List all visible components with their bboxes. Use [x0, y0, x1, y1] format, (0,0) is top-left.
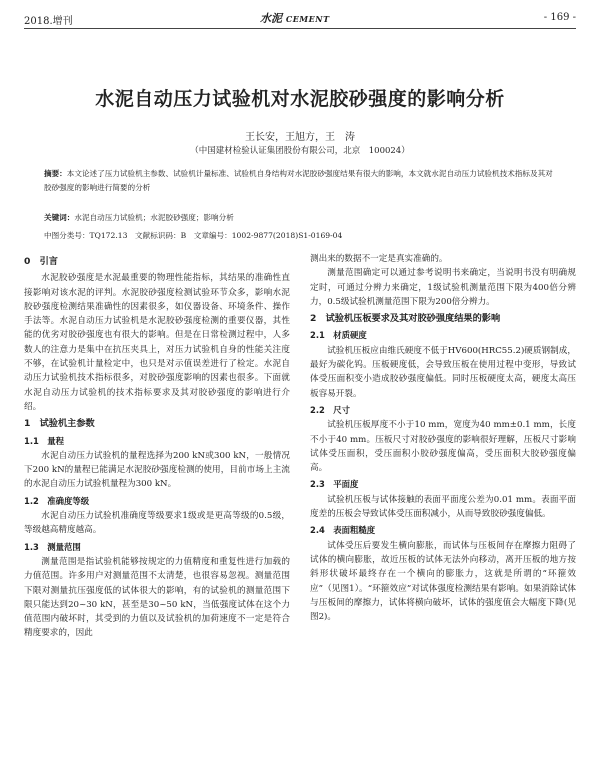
issue-label: 2018.增刊: [24, 16, 73, 27]
article-authors: 王长安，王旭方，王 涛: [245, 132, 355, 143]
section-heading: 2 试验机压板要求及其对胶砂强度结果的影响: [310, 313, 501, 325]
journal-logo: [260, 10, 330, 26]
paragraph: 水泥自动压力试验机的量程选择为200 kN或300 kN，一般情况下200 kN的量程已能满足水泥胶砂强度检测的使用，目前市场上主流的水泥自动压力试验机量程为300 kN。: [24, 450, 290, 490]
subsection-heading: 2.3 平面度: [310, 479, 359, 490]
subsection-heading: 2.1 材质硬度: [310, 330, 367, 341]
subsection-heading: 2.2 尺寸: [310, 404, 350, 415]
right-column: [310, 252, 576, 624]
article-title: 水泥自动压力试验机对水泥胶砂强度的影响分析: [95, 88, 505, 110]
paragraph: 水泥自动压力试验机准确度等级要求1级或是更高等级的0.5级，等级越高精度越高。: [24, 511, 290, 536]
subsection-heading: 1.2 准确度等级: [24, 495, 90, 506]
paragraph: 水泥胶砂强度是水泥最重要的物理性能指标，其结果的准确性直接影响对该水泥的评判。水泥胶砂强度检测试验环节众多，影响水泥胶砂强度检测结果准确性的因素很多，如仪器设备、环境条件、操作手法等。水泥自动压力试验机是水泥胶砂强度检测的重要仪器，其性能的优劣对胶砂强度也有很大的影响。但是在日常检测过程中，人多数人的注意力是集中在抗压夹具上，对压力试验机自身的性能关注度不够，在试验机计量检定中，也只是对示值误差进行了检定。水泥自动压力试验机技术指标很多，对胶砂强度影响的因素也很多。下面就水泥自动压力试验机的技术指标要求及其对胶砂强度的影响进行介绍。: [24, 273, 290, 412]
subsection-heading: 1.3 测量范围: [24, 541, 81, 552]
paragraph: 试验机压板与试体接触的表面平面度公差为0.01 mm。表面平面度差的压板会导致试体受压面积减小，从而导致胶砂强度偏低。: [310, 494, 576, 520]
keywords-label: 关键词：: [44, 213, 75, 222]
subsection-heading: 2.4 表面粗糙度: [310, 525, 376, 536]
paragraph: 试验机压板应由维氏硬度不低于HV600(HRC55.2)硬质钢制成，最好为碳化钨。压板硬度低，会导致压板在使用过程中变形，导致试体受压面积变小造成胶砂强度偏低。同时压板硬度太高，硬度太高压板容易开裂。: [310, 345, 576, 399]
subsection-heading: 1.1 量程: [24, 435, 64, 446]
page-number: - 169 -: [543, 12, 576, 23]
header-rule: [24, 28, 576, 29]
paragraph: 测量范围确定可以通过参考说明书来确定，当说明书没有明确规定时，可通过分辨力来确定，1级试验机测量范围下限为400倍分辨力，0.5级试验机测量范围下限为200倍分辨力。: [310, 268, 576, 307]
paragraph: 试验机压板厚度不小于10 mm，宽度为40 mm±0.1 mm，长度不小于40 mm。压板尺寸对胶砂强度的影响很好理解，压板尺寸影响试体受压面积，受压面积小胶砂强度偏高，受压面积大胶砂强度偏高。: [310, 420, 576, 474]
paragraph: 试体受压后要发生横向膨胀，而试体与压板间存在摩擦力阻碍了试体的横向膨胀，故近压板的试体无法外向移动，离开压板的地方按斜形状破坏最终存在一个横向的膨胀力，这就是所谓的“环箍效应”（见图1）。“环箍效应”对试体强度检测结果有影响。如果消除试体与压板间的摩擦力，试体将横向破坏，试体的强度值会大幅度下降(见图2)。: [310, 540, 576, 623]
keywords-text: 水泥自动压力试验机；水泥胶砂强度；影响分析: [74, 213, 234, 222]
paragraph: 测量范围是指试验机能够按规定的力值精度和重复性进行加载的力值范围。许多用户对测量范围不太清楚，也很容易忽视。测量范围下限对测量抗压强度低的试体很大的影响，有的试验机的测量范围下限只能达到20~30 kN，甚至是30~50 kN，当低强度试体在这个力值范围内破坏时，其受到的力值以及试验机的加荷速度不一定是符合精度要求的，因此: [24, 556, 290, 639]
abstract-label: 摘要：: [44, 169, 67, 178]
article-affiliation: （中国建材检验认证集团股份有限公司，北京 100024）: [190, 146, 410, 156]
abstract-text: 本文论述了压力试验机主参数、试验机计量标准、试验机自身结构对水泥胶砂强度结果有很大的影响，本文就水泥自动压力试验机技术指标及其对胶砂强度的影响进行简要的分析: [44, 169, 553, 192]
paragraph: 测出来的数据不一定是真实准确的。: [310, 254, 448, 264]
keywords: [44, 212, 556, 223]
left-column: [24, 252, 290, 641]
section-heading: 0 引言: [24, 256, 58, 267]
journal-name-cn: 水泥: [260, 12, 282, 25]
journal-name-en: CEMENT: [285, 14, 330, 24]
abstract: [44, 167, 556, 195]
classification-line: 中图分类号：TQ172.13 文献标识码：B 文章编号：1002-9877(2018)S1-0169-04: [44, 231, 343, 240]
section-heading: 1 试验机主参数: [24, 418, 95, 430]
